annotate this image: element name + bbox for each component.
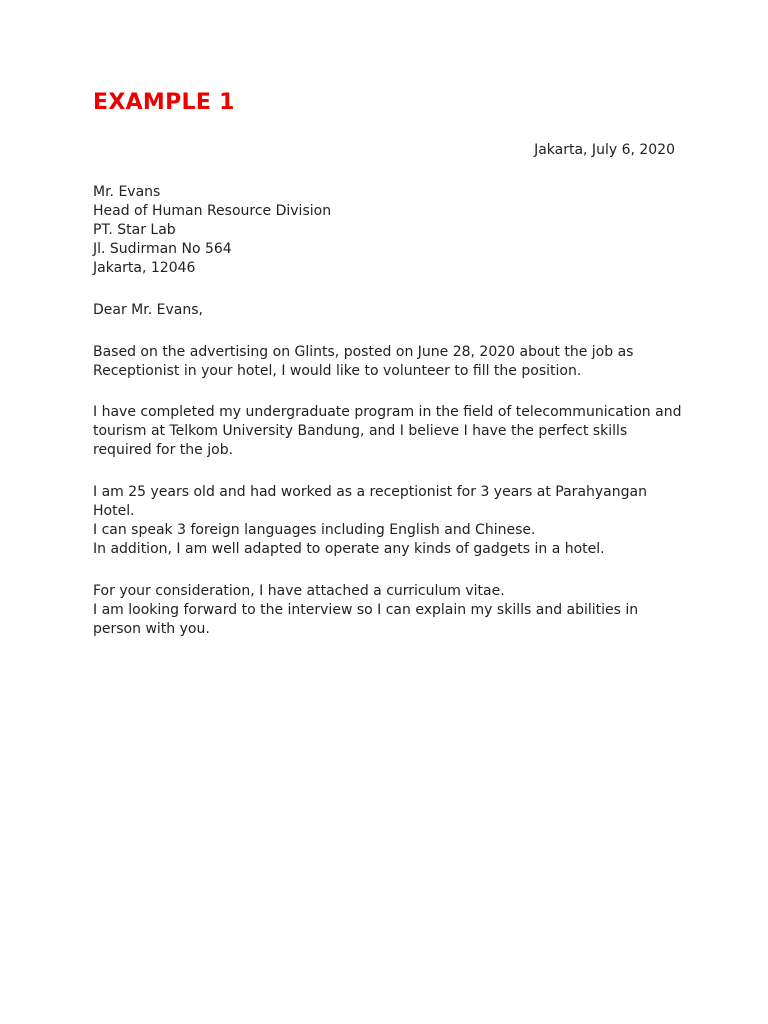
example-heading: EXAMPLE 1 <box>93 90 235 115</box>
paragraph-line: Receptionist in your hotel, I would like to volunteer to fill the position. <box>93 363 582 379</box>
paragraph-line: I have completed my undergraduate program in the field of telecommunication and <box>93 404 682 420</box>
recipient-address <box>93 183 683 278</box>
paragraph-3 <box>93 483 683 559</box>
paragraph-line: I am 25 years old and had worked as a receptionist for 3 years at Parahyangan <box>93 484 647 500</box>
paragraph-line: I can speak 3 foreign languages including English and Chinese. <box>93 522 536 538</box>
letter-date: Jakarta, July 6, 2020 <box>534 142 675 158</box>
recipient-name: Mr. Evans <box>93 184 161 200</box>
recipient-company: PT. Star Lab <box>93 222 176 238</box>
paragraph-line: For your consideration, I have attached a curriculum vitae. <box>93 583 505 599</box>
paragraph-line: tourism at Telkom University Bandung, and I believe I have the perfect skills <box>93 423 628 439</box>
paragraph-line: Based on the advertising on Glints, posted on June 28, 2020 about the job as <box>93 344 634 360</box>
paragraph-1 <box>93 343 683 381</box>
paragraph-2 <box>93 403 683 460</box>
paragraph-line: required for the job. <box>93 442 234 458</box>
recipient-street: Jl. Sudirman No 564 <box>93 241 232 257</box>
recipient-title: Head of Human Resource Division <box>93 203 332 219</box>
paragraph-line: person with you. <box>93 621 210 637</box>
recipient-city: Jakarta, 12046 <box>93 260 196 276</box>
paragraph-4 <box>93 582 683 639</box>
salutation: Dear Mr. Evans, <box>93 302 203 318</box>
paragraph-line: Hotel. <box>93 503 135 519</box>
paragraph-line: I am looking forward to the interview so I can explain my skills and abilities in <box>93 602 639 618</box>
paragraph-line: In addition, I am well adapted to operate any kinds of gadgets in a hotel. <box>93 541 605 557</box>
